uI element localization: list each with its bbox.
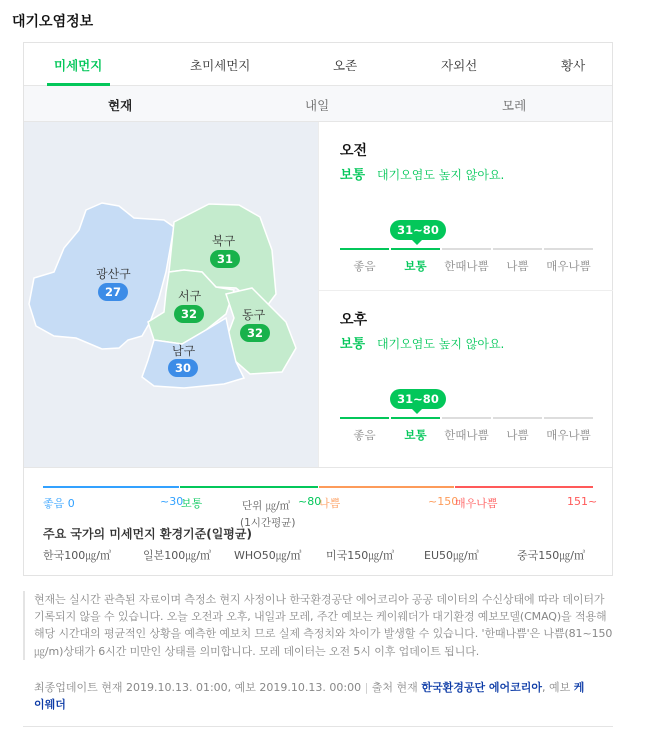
tab-uv[interactable]: 자외선 <box>441 58 478 73</box>
scale-seg-bad-pm <box>493 417 542 419</box>
scale-label-normal-am: 보통 <box>404 259 427 273</box>
tab-today[interactable]: 현재 <box>108 98 133 113</box>
legend-max-bad: ~150 <box>428 495 459 508</box>
grade-legend <box>24 467 612 575</box>
scale-seg-normal-pm <box>391 417 440 419</box>
district-value-nam: 30 <box>168 359 198 377</box>
tab-day-after[interactable]: 모레 <box>502 98 527 113</box>
tab-ultrafine-dust[interactable]: 초미세먼지 <box>190 58 251 73</box>
legend-label-good: 좋음 0 <box>43 497 75 510</box>
source-label: 출처 현재 <box>371 681 418 694</box>
legend-bar-normal <box>180 486 318 488</box>
legend-label-very-bad: 매우나쁨 <box>455 497 498 510</box>
district-name-nam: 남구 <box>172 344 196 358</box>
scale-label-temp-bad-am: 한때나쁨 <box>444 259 489 273</box>
forecast-grade-pm: 보통 <box>340 337 366 352</box>
district-name-buk: 북구 <box>212 234 236 248</box>
standard-korea: 한국100㎍/㎥ <box>43 549 111 562</box>
update-time: 최종업데이트 현재 2019.10.13. 01:00, 예보 2019.10.13. 00:00 <box>34 681 362 694</box>
pollutant-tabs <box>24 43 612 86</box>
tab-yellow-dust[interactable]: 황사 <box>561 58 586 73</box>
scale-label-good-am: 좋음 <box>353 259 376 273</box>
legend-min-very-bad: 151~ <box>567 495 598 508</box>
scale-seg-bad-am <box>493 248 542 250</box>
scale-label-good-pm: 좋음 <box>353 428 376 442</box>
forecast-range-pointer-am <box>412 240 422 245</box>
data-notice: 현재는 실시간 관측된 자료이며 측정소 현지 사정이나 한국환경공단 에어코리아 공공 데이터의 수신상태에 따라 데이터가 기록되지 않을 수 있습니다. 오늘 오전과 오후, 내일과 모레, 주간 예보는 케이웨더가 대기환경 예보모델(CMAQ)을 적용해 해당 시간대의 평균적인 상황을 예측한 예보치 므로 실제 측정치와 차이가 발생할 수 있습니다. '한때나쁨'은 나쁨(81~150㎍/m)상태가 6시간 미만인 상태를 의미합니다. 모레 데이터는 오전 5시 이후 업데이트 됩니다. <box>23 591 613 660</box>
scale-seg-very-bad-pm <box>544 417 593 419</box>
district-value-dong: 32 <box>240 324 270 342</box>
scale-label-bad-pm: 나쁨 <box>506 428 529 442</box>
legend-bar-bad <box>319 486 454 488</box>
scale-seg-good-pm <box>340 417 389 419</box>
scale-seg-good-am <box>340 248 389 250</box>
forecast-range-badge-pm: 31~80 <box>390 389 446 409</box>
scale-label-bad-am: 나쁨 <box>506 259 529 273</box>
district-value-buk: 31 <box>210 250 240 268</box>
legend-bar-good <box>43 486 179 488</box>
legend-max-normal: ~80 <box>298 495 322 508</box>
forecast-desc-am: 대기오염도 높지 않아요. <box>377 168 505 182</box>
district-value-gwangsan: 27 <box>98 283 128 301</box>
district-value-seo: 32 <box>174 305 204 323</box>
page-title: 대기오염정보 <box>12 14 94 30</box>
tab-fine-dust[interactable]: 미세먼지 <box>54 58 103 73</box>
bottom-divider <box>23 726 613 727</box>
air-quality-card <box>23 42 613 576</box>
standard-eu: EU50㎍/㎥ <box>424 549 479 562</box>
standard-japan: 일본100㎍/㎥ <box>143 549 211 562</box>
district-name-dong: 동구 <box>242 308 266 322</box>
legend-max-good: ~30 <box>160 495 184 508</box>
forecast-panel <box>318 122 612 467</box>
legend-label-normal: 보통 <box>181 497 203 510</box>
forecast-range-pointer-pm <box>412 409 422 414</box>
district-name-gwangsan: 광산구 <box>96 267 131 281</box>
forecast-desc-pm: 대기오염도 높지 않아요. <box>377 337 505 351</box>
scale-seg-very-bad-am <box>544 248 593 250</box>
unit-label: 단위 ㎍/㎥ <box>242 500 291 512</box>
forecast-grade-am: 보통 <box>340 168 366 183</box>
scale-seg-normal-am <box>391 248 440 250</box>
source-link-airkorea[interactable]: 한국환경공단 에어코리아 <box>421 681 543 694</box>
day-tabs <box>24 86 612 122</box>
scale-label-very-bad-pm: 매우나쁨 <box>546 428 591 442</box>
standard-who: WHO50㎍/㎥ <box>234 549 302 562</box>
scale-label-temp-bad-pm: 한때나쁨 <box>444 428 489 442</box>
scale-seg-temp-bad-am <box>442 248 491 250</box>
standard-usa: 미국150㎍/㎥ <box>326 549 394 562</box>
source-link-kweather[interactable]: 케이웨더 <box>34 681 585 711</box>
district-name-seo: 서구 <box>178 289 202 303</box>
scale-label-normal-pm: 보통 <box>404 428 427 442</box>
tab-tomorrow[interactable]: 내일 <box>305 98 330 113</box>
legend-label-bad: 나쁨 <box>319 497 341 510</box>
tab-ozone[interactable]: 오존 <box>333 58 358 73</box>
forecast-divider <box>319 290 613 291</box>
legend-bar-very-bad <box>455 486 593 488</box>
forecast-period-am: 오전 <box>340 143 368 159</box>
scale-label-very-bad-am: 매우나쁨 <box>546 259 591 273</box>
forecast-source-label: , 예보 <box>542 681 571 694</box>
standards-title: 주요 국가의 미세먼지 환경기준(일평균) <box>43 527 252 541</box>
update-info: 최종업데이트 현재 2019.10.13. 01:00, 예보 2019.10.13. 00:00 | 출처 현재 한국환경공단 에어코리아, 예보 케이웨더 <box>34 681 585 711</box>
map-shapes <box>24 122 318 467</box>
unit-average-label: (1시간평균) <box>240 517 296 529</box>
forecast-period-pm: 오후 <box>340 312 368 328</box>
forecast-range-badge-am: 31~80 <box>390 220 446 240</box>
standard-china: 중국150㎍/㎥ <box>517 549 585 562</box>
scale-seg-temp-bad-pm <box>442 417 491 419</box>
